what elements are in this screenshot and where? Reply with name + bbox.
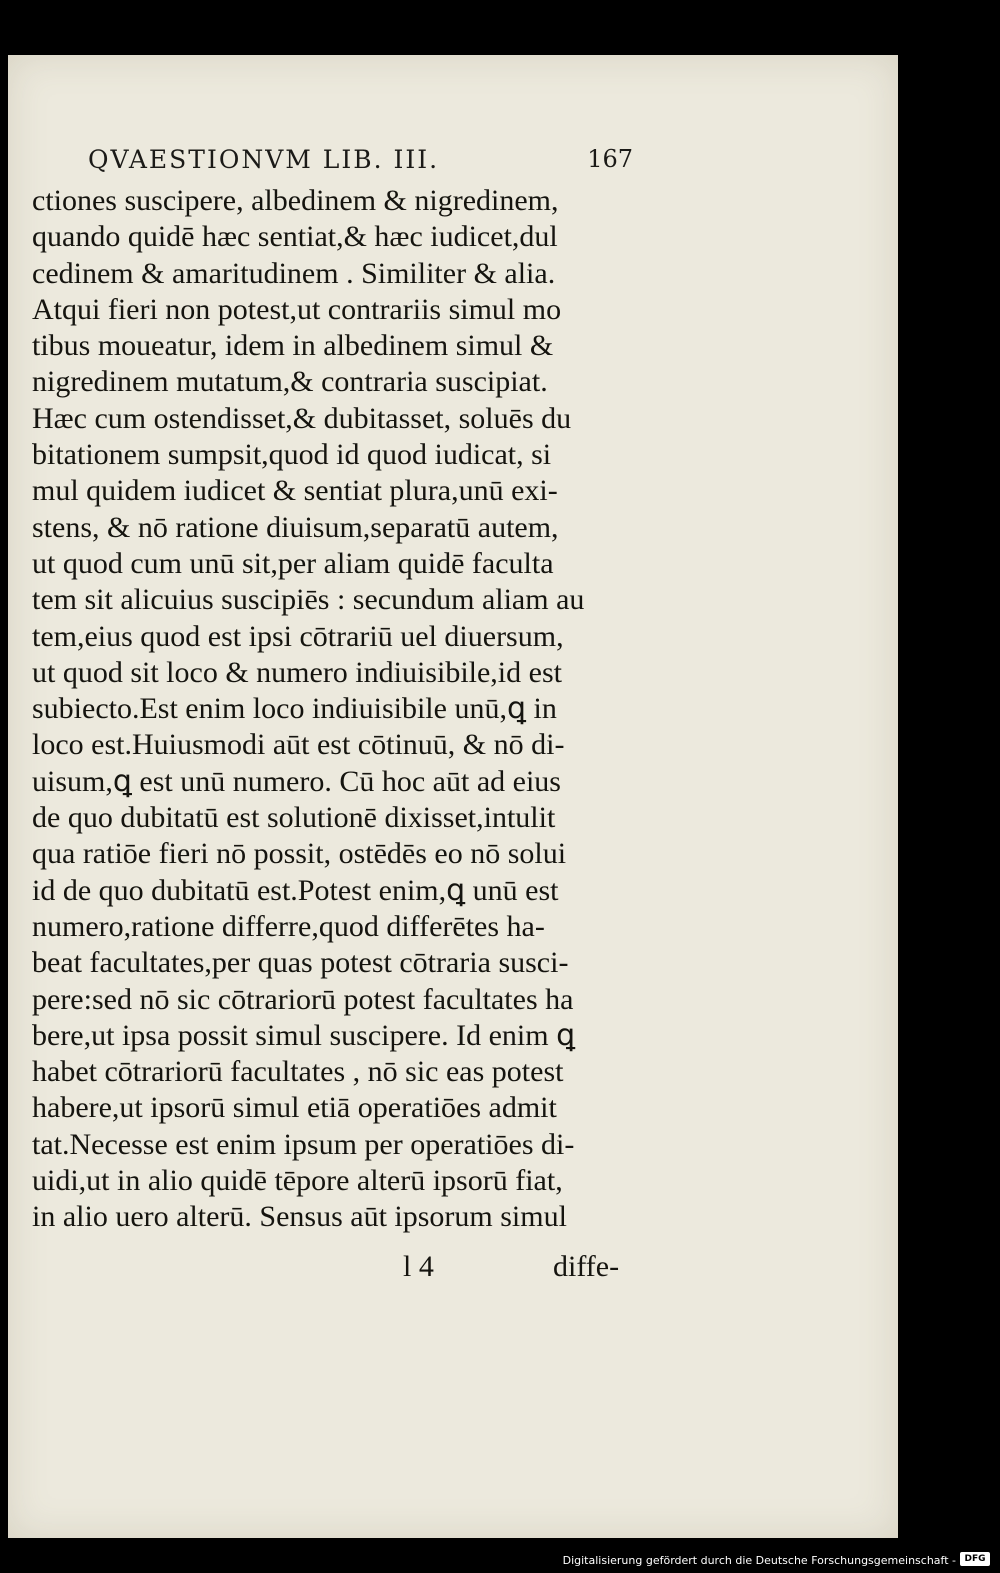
text-line: quando quidē hæc sentiat,& hæc iudicet,dul: [32, 220, 558, 254]
text-line: de quo dubitatū est solutionē dixisset,intulit: [32, 801, 556, 835]
text-line: numero,ratione differre,quod differētes ha-: [32, 909, 545, 943]
text-line: ctiones suscipere, albedinem & nigredinem,: [32, 184, 559, 217]
text-line: loco est.Huiusmodi aūt est cōtinuū, & nō di-: [32, 728, 565, 762]
text-line: subiecto.Est enim loco indiuisibile unū,ꝗ in: [32, 692, 557, 726]
digitization-footer: [0, 1547, 1000, 1573]
text-line: Atqui fieri non potest,ut contrariis simul mo: [32, 292, 562, 326]
page-header: [88, 145, 633, 185]
text-line: nigredinem mutatum,& contraria suscipiat.: [32, 365, 548, 399]
text-line: in alio uero alterū. Sensus aūt ipsorum simul: [32, 1200, 567, 1234]
text-line: uidi,ut in alio quidē tēpore alterū ipsorū fiat,: [32, 1164, 563, 1198]
text-line: habere,ut ipsorū simul etiā operatiōes admit: [32, 1091, 557, 1125]
text-line: uisum,ꝗ est unū numero. Cū hoc aūt ad eius: [32, 764, 561, 798]
footer-credit: Digitalisierung gefördert durch die Deutsche Forschungsgemeinschaft -: [562, 1554, 956, 1567]
text-line: Hæc cum ostendisset,& dubitasset, soluēs du: [32, 401, 572, 435]
text-line: pere:sed nō sic cōtrariorū potest facultates ha: [32, 982, 574, 1016]
page-number: 167: [587, 145, 633, 173]
text-line: bere,ut ipsa possit simul suscipere. Id enim ꝗ: [32, 1018, 576, 1052]
running-title: QVAESTIONVM LIB. III.: [88, 145, 440, 174]
text-line: tem sit alicuius suscipiēs : secundum aliam au: [32, 583, 585, 617]
text-line: stens, & nō ratione diuisum,separatū autem,: [32, 510, 559, 544]
text-line: id de quo dubitatū est.Potest enim,ꝗ unū est: [32, 873, 559, 907]
text-line: qua ratiōe fieri nō possit, ostēdēs eo nō solui: [32, 837, 567, 871]
text-line: habet cōtrariorū facultates , nō sic eas potest: [32, 1055, 564, 1089]
text-line: bitationem sumpsit,quod id quod iudicat, si: [32, 438, 552, 472]
body-text: [32, 183, 642, 1236]
text-line: ut quod cum unū sit,per aliam quidē faculta: [32, 546, 554, 580]
signature-mark: l 4: [403, 1250, 434, 1283]
text-line: tibus moueatur, idem in albedinem simul &: [32, 329, 554, 363]
dfg-logo: DFG: [960, 1552, 990, 1566]
text-line: tat.Necesse est enim ipsum per operatiōes di-: [32, 1127, 575, 1161]
text-line: ut quod sit loco & numero indiuisibile,id est: [32, 655, 562, 689]
text-line: mul quidem iudicet & sentiat plura,unū exi-: [32, 474, 558, 508]
text-line: beat facultates,per quas potest cōtraria susci-: [32, 946, 569, 980]
text-line: tem,eius quod est ipsi cōtrariū uel diuersum,: [32, 619, 564, 653]
text-line: cedinem & amaritudinem . Similiter & alia.: [32, 256, 556, 290]
catchword: diffe-: [553, 1250, 620, 1283]
